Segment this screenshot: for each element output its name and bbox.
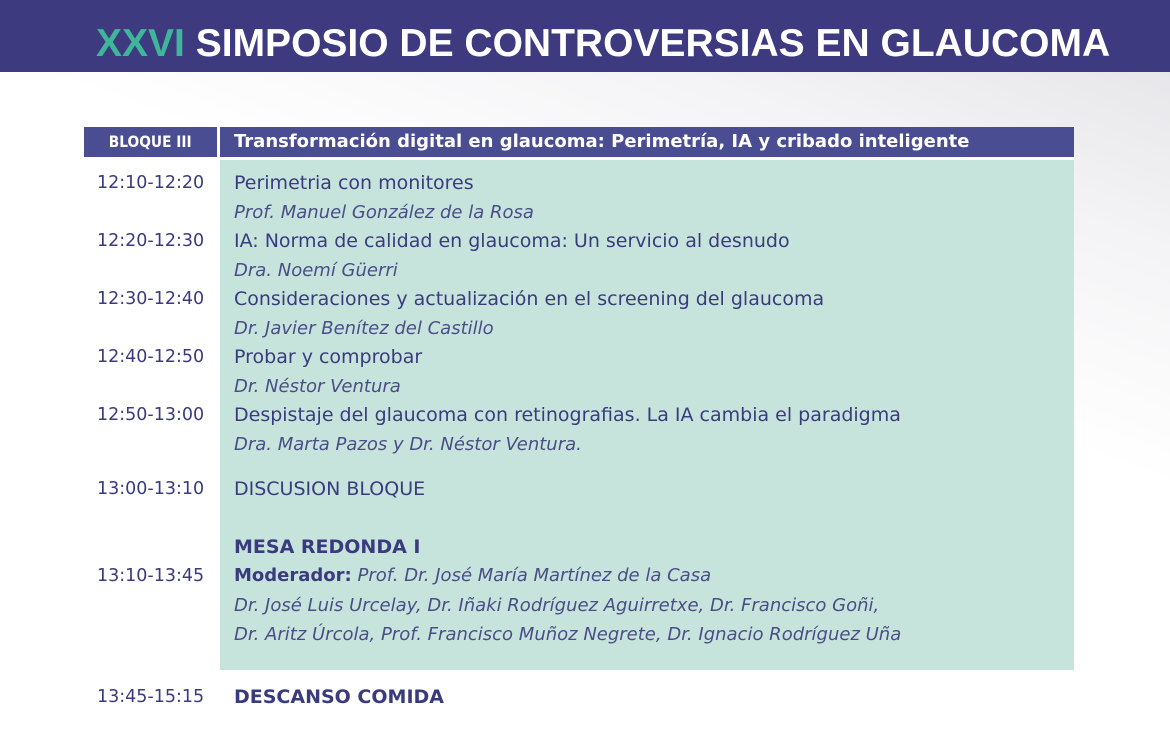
title-banner xyxy=(0,0,1170,72)
talk-speaker: Prof. Manuel González de la Rosa xyxy=(234,202,534,223)
lunch-time: 13:45-15:15 xyxy=(97,687,205,707)
session-time: 12:40-12:50 xyxy=(97,347,205,367)
block-title: Transformación digital en glaucoma: Perimetría, IA y cribado inteligente xyxy=(220,127,1074,157)
talk-speaker: Dr. Javier Benítez del Castillo xyxy=(234,318,494,339)
round-table-panelists-line-2: Dr. Aritz Úrcola, Prof. Francisco Muñoz Negrete, Dr. Ignacio Rodríguez Uña xyxy=(234,624,902,645)
discussion-title: DISCUSION BLOQUE xyxy=(234,478,426,500)
round-table-title: MESA REDONDA I xyxy=(234,536,421,558)
discussion-time: 13:00-13:10 xyxy=(97,479,205,499)
moderator-name: Prof. Dr. José María Martínez de la Casa xyxy=(357,565,712,586)
talk-title: Probar y comprobar xyxy=(234,346,423,368)
talk-title: Despistaje del glaucoma con retinografias. La IA cambia el paradigma xyxy=(234,404,901,426)
session-time: 12:30-12:40 xyxy=(97,289,205,309)
talk-speaker: Dra. Marta Pazos y Dr. Néstor Ventura. xyxy=(234,434,582,455)
moderator-label: Moderador: xyxy=(234,565,352,586)
round-table-time: 13:10-13:45 xyxy=(97,566,205,586)
edition-number: XXVI xyxy=(96,22,185,65)
round-table-panelists-line-1: Dr. José Luis Urcelay, Dr. Iñaki Rodríguez Aguirretxe, Dr. Francisco Goñi, xyxy=(234,595,880,616)
lunch-title: DESCANSO COMIDA xyxy=(234,686,444,708)
talk-speaker: Dr. Néstor Ventura xyxy=(234,376,401,397)
talk-title: IA: Norma de calidad en glaucoma: Un servicio al desnudo xyxy=(234,230,790,252)
session-time: 12:50-13:00 xyxy=(97,405,205,425)
block-label: BLOQUE III xyxy=(84,127,217,157)
round-table-moderator xyxy=(234,565,711,586)
symposium-title xyxy=(96,20,1110,68)
session-time: 12:10-12:20 xyxy=(97,173,205,193)
talk-title: Consideraciones y actualización en el screening del glaucoma xyxy=(234,288,825,310)
talk-speaker: Dra. Noemí Güerri xyxy=(234,260,398,281)
session-time: 12:20-12:30 xyxy=(97,231,205,251)
symposium-name: SIMPOSIO DE CONTROVERSIAS EN GLAUCOMA xyxy=(195,22,1111,65)
talk-title: Perimetria con monitores xyxy=(234,172,474,194)
